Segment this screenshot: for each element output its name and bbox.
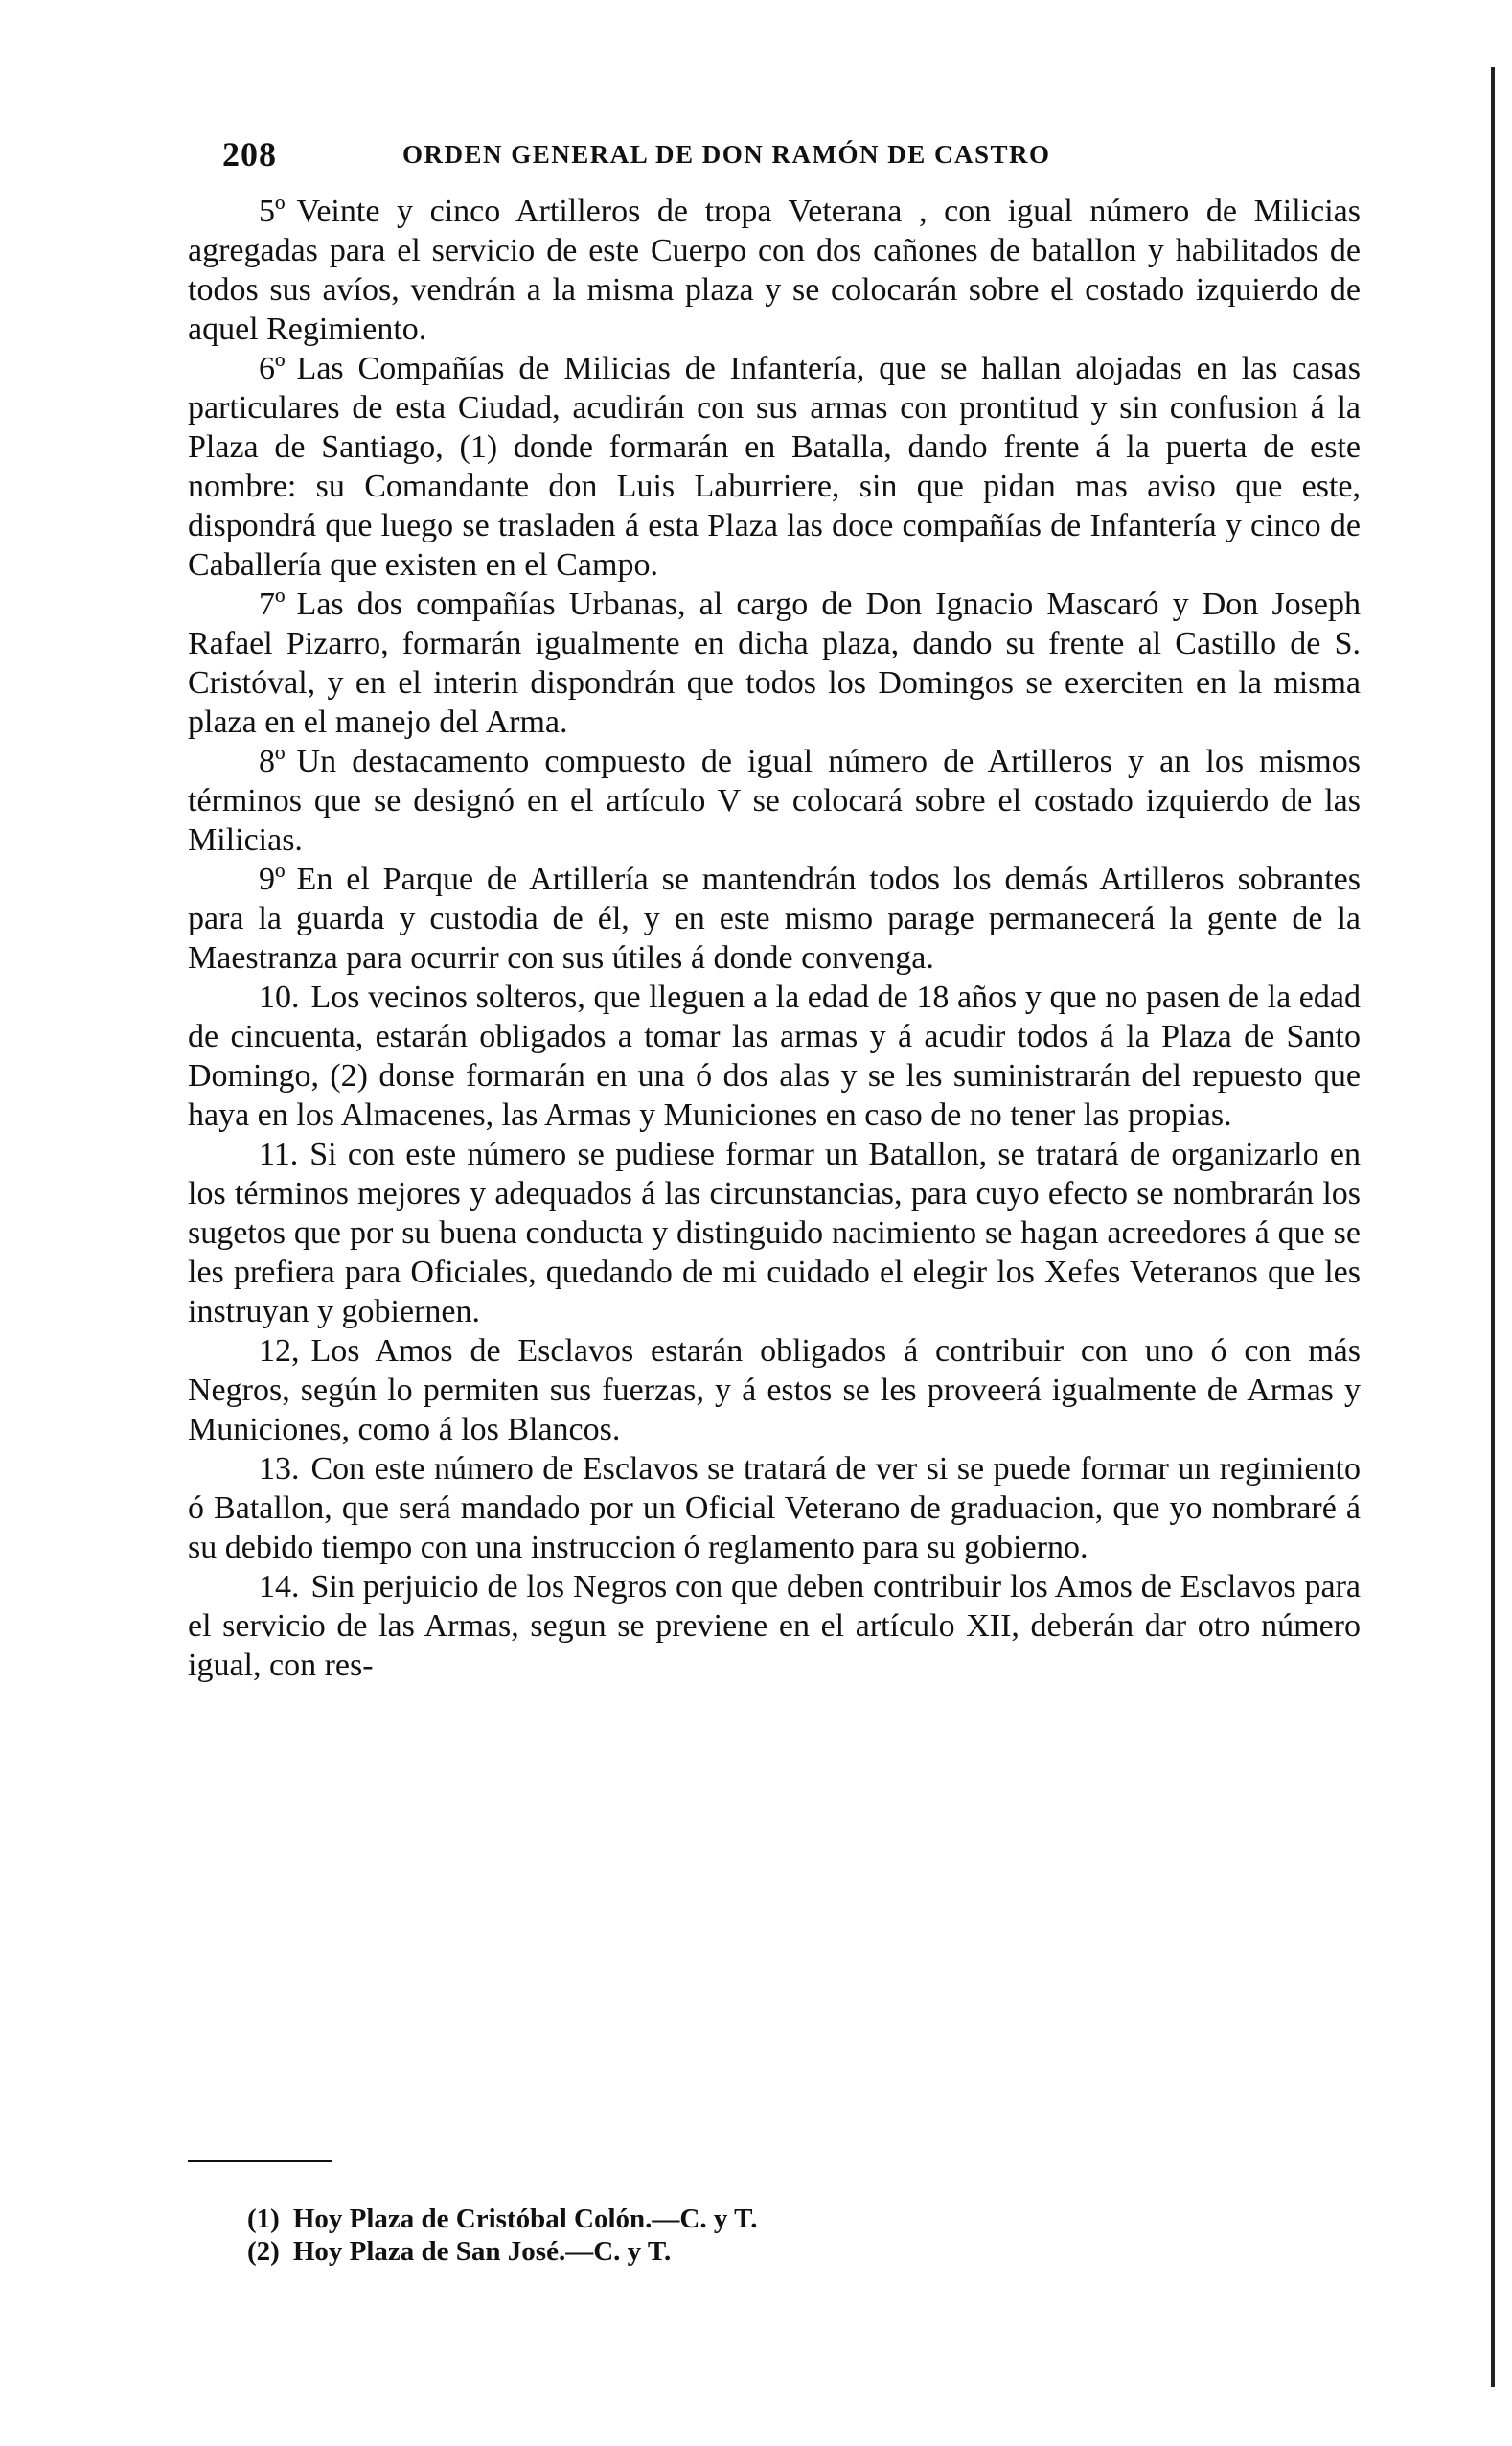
article-13 xyxy=(188,1449,1361,1567)
footnotes xyxy=(247,2203,1205,2268)
article-6 xyxy=(188,349,1361,585)
page-number: 208 xyxy=(222,135,277,173)
article-10 xyxy=(188,978,1361,1135)
scan-edge-line xyxy=(1491,67,1495,2387)
article-9 xyxy=(188,860,1361,978)
footnote-text: Hoy Plaza de Cristóbal Colón.—C. y T. xyxy=(292,2204,758,2234)
article-text: Veinte y cinco Artilleros de tropa Veterana , con igual número de Milicias agregadas para el servicio de este Cuerpo con dos cañones de batallon y habilitados de todos sus avíos, vendrán a la misma plaza y se colocarán sobre el costado izquierdo de aquel Regimiento. xyxy=(188,194,1361,347)
article-number: 14. xyxy=(259,1569,300,1604)
footnote-mark: (1) xyxy=(247,2204,280,2234)
article-14 xyxy=(188,1567,1361,1685)
footnote-mark: (2) xyxy=(247,2236,280,2267)
article-text: Un destacamento compuesto de igual número de Artilleros y an los mismos términos que se designó en el artículo V se colocará sobre el costado izquierdo de las Milicias. xyxy=(188,744,1361,858)
footnote-text: Hoy Plaza de San José.—C. y T. xyxy=(292,2236,672,2267)
article-number: 10. xyxy=(259,980,300,1015)
body-text xyxy=(188,192,1361,1685)
footnote-1 xyxy=(247,2203,1205,2235)
article-text: Con este número de Esclavos se tratará de ver si se puede formar un regimiento ó Batallon, que será mandado por un Oficial Veterano de graduacion, que yo nombraré á su debido tiempo con una instruccion ó reglamento para su gobierno. xyxy=(188,1451,1361,1565)
article-text: En el Parque de Artillería se mantendrán todos los demás Artilleros sobrantes para la guarda y custodia de él, y en este mismo parage permanecerá la gente de la Maestranza para ocurrir con sus útiles á donde convenga. xyxy=(188,862,1361,976)
article-text: Los Amos de Esclavos estarán obligados á contribuir con uno ó con más Negros, según lo permiten sus fuerzas, y á estos se les proveerá igualmente de Armas y Municiones, como á los Blancos. xyxy=(188,1333,1361,1447)
running-title: ORDEN GENERAL DE DON RAMÓN DE CASTRO xyxy=(402,140,1051,169)
article-8 xyxy=(188,742,1361,860)
article-5 xyxy=(188,192,1361,349)
footnote-divider xyxy=(188,2160,332,2162)
article-number: 12, xyxy=(259,1333,300,1369)
article-11 xyxy=(188,1135,1361,1331)
article-12 xyxy=(188,1331,1361,1449)
article-text: Los vecinos solteros, que lleguen a la edad de 18 años y que no pasen de la edad de cincuenta, estarán obligados a tomar las armas y á acudir todos á la Plaza de Santo Domingo, (2) donse formarán en una ó dos alas y se les suministrarán del repuesto que haya en los Almacenes, las Armas y Municiones en caso de no tener las propias. xyxy=(188,980,1361,1133)
article-number: 7º xyxy=(259,587,286,622)
article-number: 8º xyxy=(259,744,286,779)
article-text: Sin perjuicio de los Negros con que deben contribuir los Amos de Esclavos para el servicio de las Armas, segun se previene en el artículo XII, deberán dar otro número igual, con res- xyxy=(188,1569,1361,1683)
article-text: Las dos compañías Urbanas, al cargo de Don Ignacio Mascaró y Don Joseph Rafael Pizarro, formarán igualmente en dicha plaza, dando su frente al Castillo de S. Cristóval, y en el interin dispondrán que todos los Domingos se exerciten en la misma plaza en el manejo del Arma. xyxy=(188,587,1361,740)
article-number: 13. xyxy=(259,1451,300,1487)
article-number: 11. xyxy=(259,1137,299,1172)
article-number: 5º xyxy=(259,194,286,229)
article-text: Las Compañías de Milicias de Infantería, que se hallan alojadas en las casas particulares de esta Ciudad, acudirán con sus armas con prontitud y sin confusion á la Plaza de Santiago, (1) donde formarán en Batalla, dando frente á la puerta de este nombre: su Comandante don Luis Laburriere, sin que pidan mas aviso que este, dispondrá que luego se trasladen á esta Plaza las doce compañías de Infantería y cinco de Caballería que existen en el Campo. xyxy=(188,351,1361,583)
article-text: Si con este número se pudiese formar un Batallon, se tratará de organizarlo en los términos mejores y adequados á las circunstancias, para cuyo efecto se nombrarán los sugetos que por su buena conducta y distinguido nacimiento se hagan acreedores á que se les prefiera para Oficiales, quedando de mi cuidado el elegir los Xefes Veteranos que les instruyan y gobiernen. xyxy=(188,1137,1361,1329)
article-7 xyxy=(188,585,1361,742)
article-number: 9º xyxy=(259,862,286,897)
page-header xyxy=(222,134,1363,192)
footnote-2 xyxy=(247,2235,1205,2268)
article-number: 6º xyxy=(259,351,286,386)
